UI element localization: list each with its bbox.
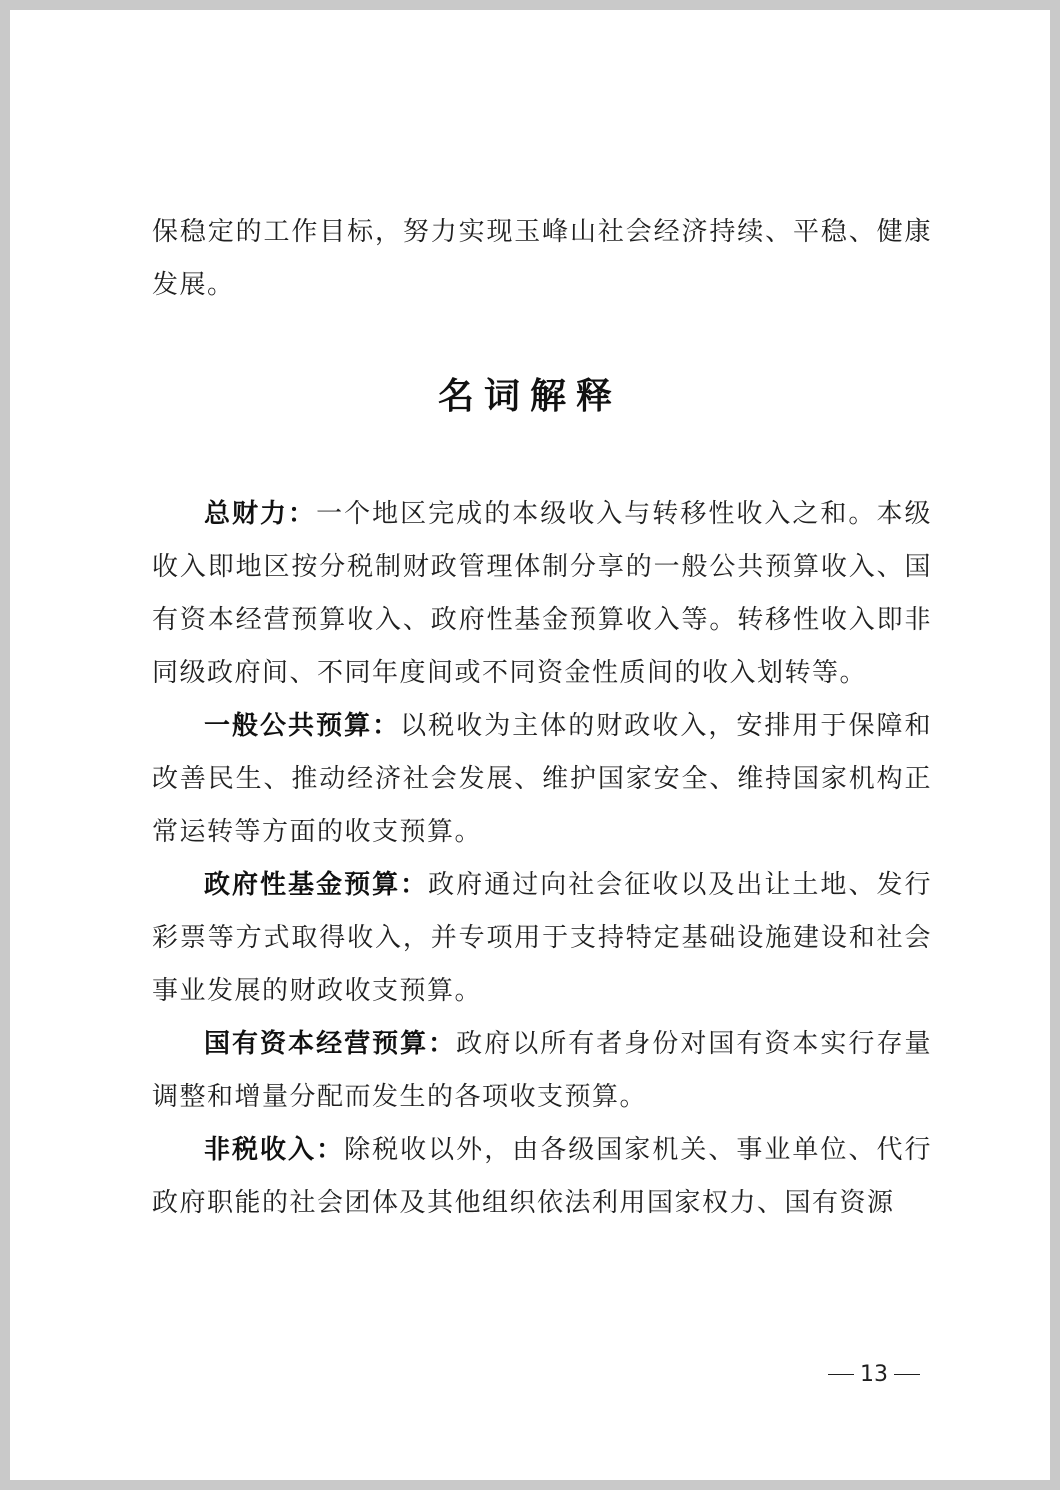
page-number [828,1362,920,1387]
glossary-entry-total-revenue [152,488,932,700]
dash-left [828,1374,854,1376]
term-name: 非税收入： [204,1135,345,1165]
continuation-paragraph: 保稳定的工作目标，努力实现玉峰山社会经济持续、平稳、健康发展。 [152,217,932,300]
glossary-entry-government-fund-budget [152,859,932,1018]
term-definition: 以税收为主体的财政收入，安排用于保障和改善民生、推动经济社会发展、维护国家安全、维持国家机构正常运转等方面的收支预算。 [152,711,932,847]
term-definition: 政府以所有者身份对国有资本实行存量调整和增量分配而发生的各项收支预算。 [152,1029,932,1112]
term-name: 一般公共预算： [204,711,401,741]
glossary-entry-general-public-budget [152,700,932,859]
term-definition: 政府通过向社会征收以及出让土地、发行彩票等方式取得收入，并专项用于支持特定基础设施建设和社会事业发展的财政收支预算。 [152,870,932,1006]
term-name: 国有资本经营预算： [204,1029,457,1059]
term-name: 政府性基金预算： [204,870,429,900]
term-definition: 除税收以外，由各级国家机关、事业单位、代行政府职能的社会团体及其他组织依法利用国家权力、国有资源 [152,1135,932,1218]
glossary-list [152,488,932,1230]
glossary-entry-non-tax-revenue [152,1124,932,1230]
term-definition: 一个地区完成的本级收入与转移性收入之和。本级收入即地区按分税制财政管理体制分享的一般公共预算收入、国有资本经营预算收入、政府性基金预算收入等。转移性收入即非同级政府间、不同年度间或不同资金性质间的收入划转等。 [152,499,932,688]
section-title: 名词解释 [437,375,622,417]
document-page [10,10,1050,1480]
page-number-value: 13 [860,1362,888,1387]
glossary-entry-state-capital-budget [152,1018,932,1124]
term-name: 总财力： [204,499,317,529]
dash-right [894,1374,920,1376]
